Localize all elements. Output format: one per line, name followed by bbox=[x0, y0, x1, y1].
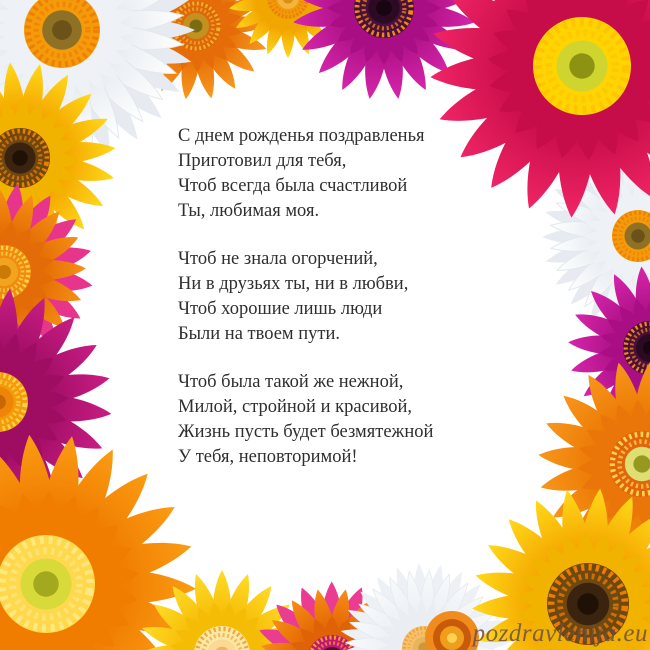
poem-line: Ты, любимая моя. bbox=[178, 201, 320, 221]
magenta-flower-top bbox=[279, 0, 490, 113]
poem-line: Жизнь пусть будет безмятежной bbox=[178, 422, 434, 442]
poem-line: Чтоб не знала огорчений, bbox=[178, 249, 378, 269]
poem-text bbox=[178, 124, 508, 493]
poem-line: Приготовил для тебя, bbox=[178, 151, 347, 171]
poem-line: Были на твоем пути. bbox=[178, 324, 341, 344]
poem-stanza bbox=[178, 247, 508, 347]
poem-line: Чтоб всегда была счастливой bbox=[178, 176, 408, 196]
poem-line: С днем рожденья поздравленья bbox=[178, 126, 425, 146]
poem-stanza bbox=[178, 124, 508, 224]
poem-line: У тебя, неповторимой! bbox=[178, 447, 358, 467]
poem-line: Ни в друзьях ты, ни в любви, bbox=[178, 274, 409, 294]
poem-line: Чтоб хорошие лишь люди bbox=[178, 299, 383, 319]
poem-line: Милой, стройной и красивой, bbox=[178, 397, 413, 417]
poem-line: Чтоб была такой же нежной, bbox=[178, 372, 404, 392]
poem-stanza bbox=[178, 370, 508, 470]
watermark-text: pozdravlenija.eu bbox=[472, 620, 648, 647]
